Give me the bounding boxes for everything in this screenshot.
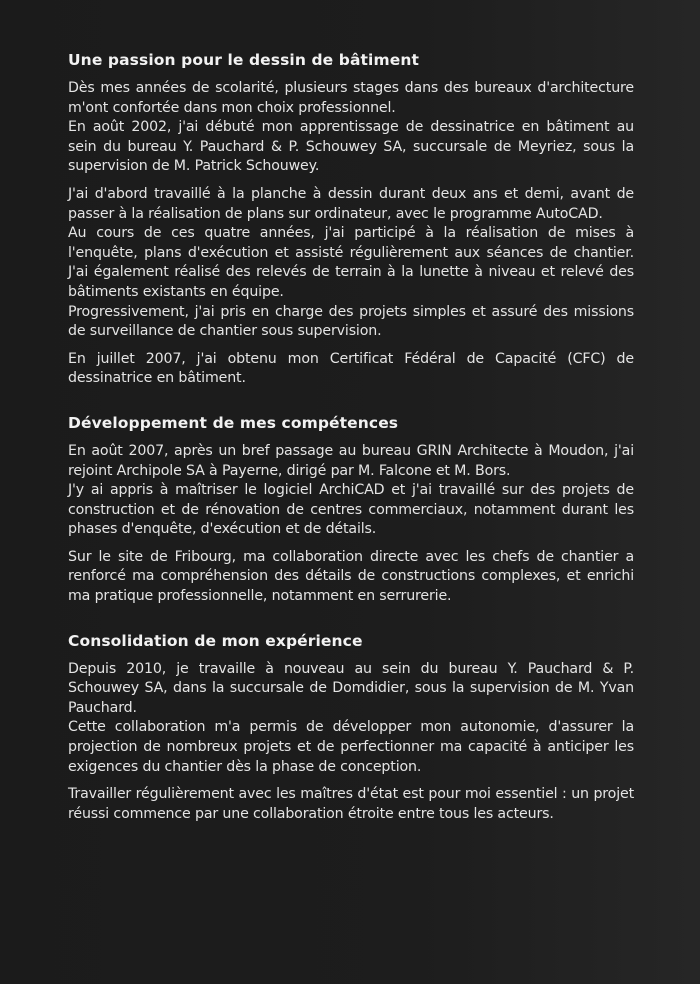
paragraph-line: Progressivement, j'ai pris en charge des projets simples et assuré des missions de surveillance de chantier sous supervision. xyxy=(68,303,634,340)
paragraph-line: Travailler régulièrement avec les maîtres d'état est pour moi essentiel : un projet réussi commence par une collaboration étroite entre tous les acteurs. xyxy=(68,786,634,822)
paragraph-line: Dès mes années de scolarité, plusieurs stages dans des bureaux d'architecture m'ont confortée dans mon choix professionnel. xyxy=(68,80,634,116)
section-title: Consolidation de mon expérience xyxy=(68,631,363,650)
section-competences xyxy=(68,413,634,607)
paragraph-line: Au cours de ces quatre années, j'ai participé à la réalisation de mises à l'enquête, plans d'exécution et assisté régulièrement aux séances de chantier. J'ai également réalisé des relevés de terrain à la lunette à niveau et relevé des bâtiments existants en équipe. xyxy=(68,225,634,300)
paragraph xyxy=(68,442,634,540)
section-title: Une passion pour le dessin de bâtiment xyxy=(68,51,419,69)
paragraph xyxy=(68,548,634,607)
section-consolidation xyxy=(68,631,634,825)
paragraph-line: En août 2007, après un bref passage au bureau GRIN Architecte à Moudon, j'ai rejoint Archipole SA à Payerne, dirigé par M. Falcone et M. Bors. xyxy=(68,442,634,479)
section-title: Développement de mes compétences xyxy=(68,413,399,432)
paragraph-line: J'ai d'abord travaillé à la planche à dessin durant deux ans et demi, avant de passer à la réalisation de plans sur ordinateur, avec le programme AutoCAD. xyxy=(68,185,634,222)
paragraph xyxy=(68,660,634,778)
paragraph-line: Sur le site de Fribourg, ma collaboration directe avec les chefs de chantier a renforcé ma compréhension des détails de constructions complexes, et enrichi ma pratique professionnelle, notamment en serrurerie. xyxy=(68,548,634,605)
paragraph-line: J'y ai appris à maîtriser le logiciel ArchiCAD et j'ai travaillé sur des projets de construction et de rénovation de centres commerciaux, notamment durant les phases d'enquête, d'exécution et de détails. xyxy=(68,482,634,538)
paragraph-line: Cette collaboration m'a permis de développer mon autonomie, d'assurer la projection de nombreux projets et de perfectionner ma capacité à anticiper les exigences du chantier dès la phase de conception. xyxy=(68,719,634,775)
paragraph-line: En août 2002, j'ai débuté mon apprentissage de dessinatrice en bâtiment au sein du bureau Y. Pauchard & P. Schouwey SA, succursale de Meyriez, sous la supervision de M. Patrick Schouwey. xyxy=(68,119,634,175)
paragraph-line: Depuis 2010, je travaille à nouveau au sein du bureau Y. Pauchard & P. Schouwey SA, dans la succursale de Domdidier, sous la supervision de M. Yvan Pauchard. xyxy=(68,660,634,716)
section-passion xyxy=(68,50,634,389)
paragraph xyxy=(68,785,634,824)
paragraph xyxy=(68,185,634,342)
paragraph xyxy=(68,79,634,177)
paragraph xyxy=(68,350,634,389)
paragraph-line: En juillet 2007, j'ai obtenu mon Certificat Fédéral de Capacité (CFC) de dessinatrice en bâtiment. xyxy=(68,350,634,387)
